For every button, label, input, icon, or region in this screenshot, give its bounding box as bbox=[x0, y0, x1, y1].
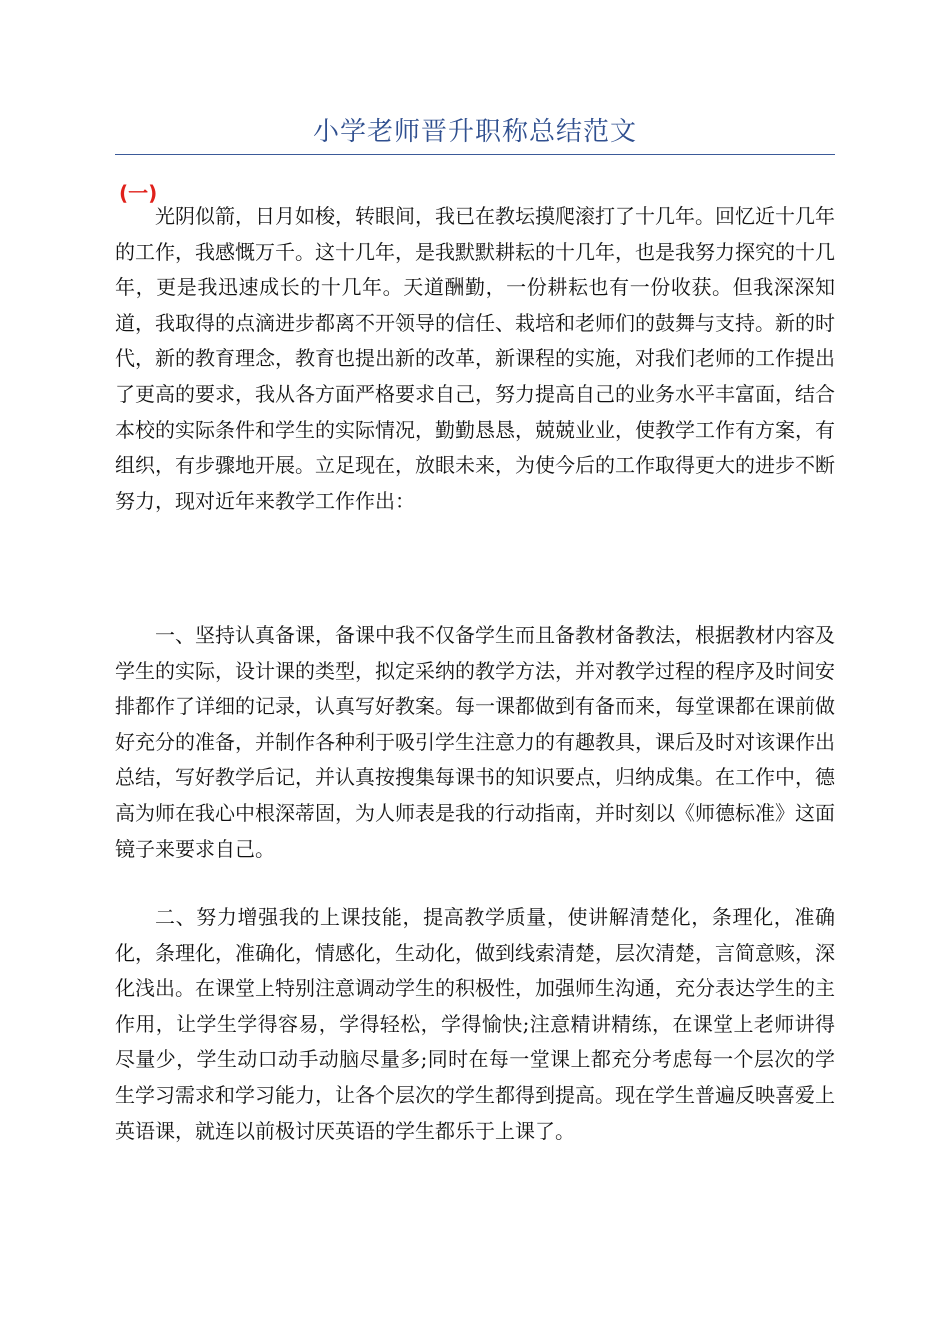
paragraph-intro: 光阴似箭，日月如梭，转眼间，我已在教坛摸爬滚打了十几年。回忆近十几年的工作，我感慨万千。这十几年，是我默默耕耘的十几年，也是我努力探究的十几年，更是我迅速成长的十几年。天道酬勤，一份耕耘也有一份收获。但我深深知道，我取得的点滴进步都离不开领导的信任、栽培和老师们的鼓舞与支持。新的时代，新的教育理念，教育也提出新的改革，新课程的实施，对我们老师的工作提出了更高的要求，我从各方面严格要求自己，努力提高自己的业务水平丰富面，结合本校的实际条件和学生的实际情况，勤勤恳恳，兢兢业业，使教学工作有方案，有组织，有步骤地开展。立足现在，放眼未来，为使今后的工作取得更大的进步不断努力，现对近年来教学工作作出： bbox=[115, 204, 835, 513]
paragraph-teaching-skills: 二、努力增强我的上课技能，提高教学质量，使讲解清楚化，条理化，准确化，条理化，准确化，情感化，生动化，做到线索清楚，层次清楚，言简意赅，深化浅出。在课堂上特别注意调动学生的积极性，加强师生沟通，充分表达学生的主作用，让学生学得容易，学得轻松，学得愉快;注意精讲精练，在课堂上老师讲得尽量少，学生动口动手动脑尽量多;同时在每一堂课上都充分考虑每一个层次的学生学习需求和学习能力，让各个层次的学生都得到提高。现在学生普遍反映喜爱上英语课，就连以前极讨厌英语的学生都乐于上课了。 bbox=[115, 905, 835, 1143]
document-title: 小学老师晋升职称总结范文 bbox=[312, 117, 637, 147]
title-underline bbox=[115, 154, 835, 155]
paragraph-lesson-preparation: 一、坚持认真备课，备课中我不仅备学生而且备教材备教法，根据教材内容及学生的实际，设计课的类型，拟定采纳的教学方法，并对教学过程的程序及时间安排都作了详细的记录，认真写好教案。每一课都做到有备而来，每堂课都在课前做好充分的准备，并制作各种利于吸引学生注意力的有趣教具，课后及时对该课作出总结，写好教学后记，并认真按搜集每课书的知识要点，归纳成集。在工作中，德高为师在我心中根深蒂固，为人师表是我的行动指南，并时刻以《师德标准》这面镜子来要求自己。 bbox=[115, 623, 835, 861]
section-marker: (一) bbox=[119, 181, 158, 205]
